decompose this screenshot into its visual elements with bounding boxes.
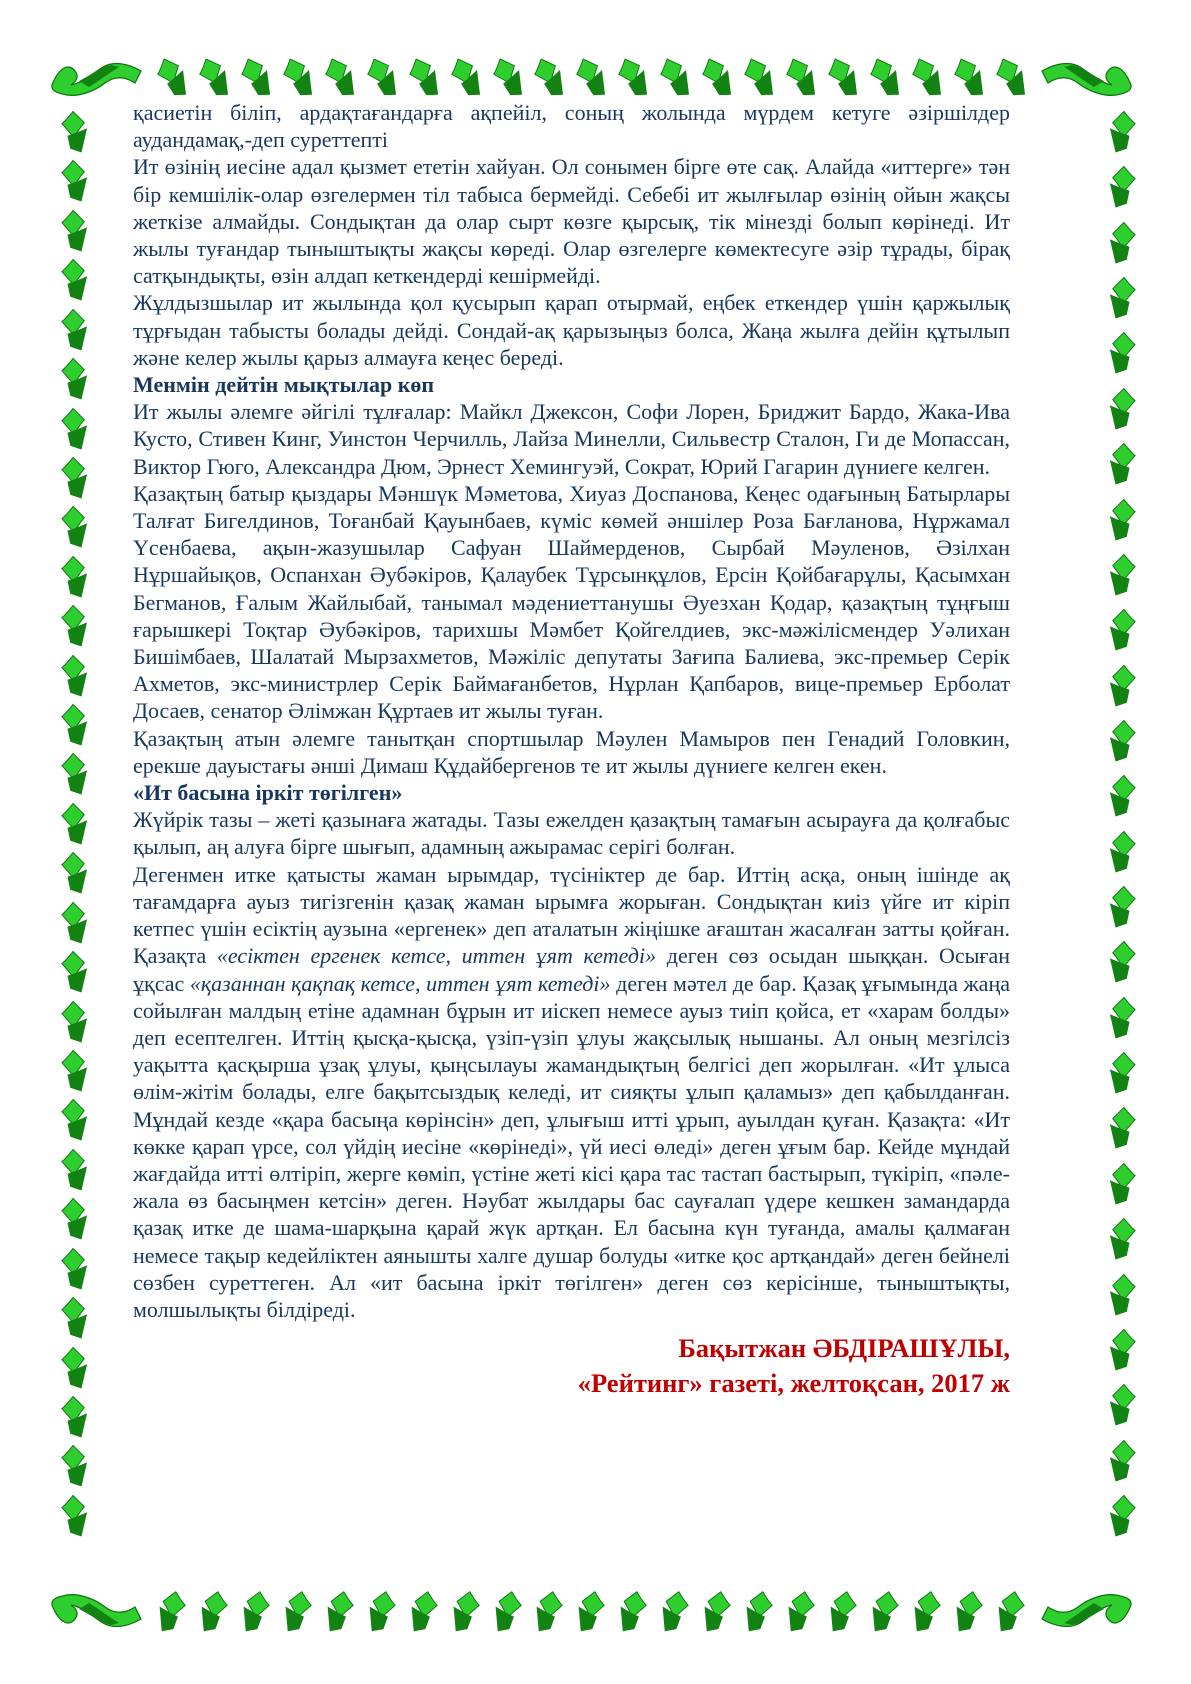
ribbon-check-icon <box>60 456 88 500</box>
border-bottom-strip <box>158 1590 1025 1634</box>
quote-italic: «қазаннан қақпақ кетсе, иттен ұят кетеді» <box>189 970 611 996</box>
ribbon-check-icon <box>60 555 88 599</box>
ribbon-check-icon <box>487 53 528 104</box>
ribbon-check-icon <box>60 308 88 352</box>
ribbon-check-icon <box>1109 276 1137 320</box>
ribbon-check-icon <box>1109 1328 1137 1372</box>
text-segment: Дегенмен итке қатысты жаман ырымдар, түсініктер де бар. Иттің асқа, оның ішінде ақ тағамдарға ауыз тигізгенін қазақ жаман ырымға жорыған. Сондықтан киіз үйге ит кіріп кетпес үшін есіктің аузына «ергенек» деп аталатын жіңішке ағаштан жасалған затты қойған. Қазақта <box>133 861 1010 969</box>
border-right <box>1105 110 1141 1538</box>
ribbon-squiggle-icon <box>48 55 146 101</box>
ribbon-check-icon <box>155 1588 189 1635</box>
ribbon-check-icon <box>60 950 88 994</box>
ribbon-check-icon <box>60 1444 88 1488</box>
ribbon-check-icon <box>239 1588 273 1635</box>
border-top-strip <box>158 56 1025 100</box>
paragraph-kazakh-figures: Қазақтың батыр қыздары Мәншүк Мәметова, Хиуаз Доспанова, Кеңес одағының Батырлары Талғат Бигелдинов, Тоғанбай Қауынбаев, күміс көмей әншілер Роза Бағланова, Нұржамал Үсенбаева, ақын-жазушылар Сафуан Шаймерденов, Сырбай Мәуленов, Әзілхан Нұршайықов, Оспанхан Әубәкіров, Қалаубек Тұрсынқұлов, Ерсін Қойбағарұлы, Қасымхан Бегманов, Ғалым Жайлыбай, танымал мәдениеттанушы Әуезхан Қодар, қазақтың тұңғыш ғарышкері Тоқтар Әубәкіров, тарихшы Мәмбет Қойгелдиев, экс-мәжілісмендер Уәлихан Бишімбаев, Шалатай Мырзахметов, Мәжіліс депутаты Зағипа Балиева, экс-премьер Серік Ахметов, экс-министрлер Серік Баймағанбетов, Нұрлан Қапбаров, вице-премьер Ерболат Досаев, сенатор Әлімжан Құртаев ит жылы туған. <box>133 480 1010 724</box>
ribbon-check-icon <box>60 1395 88 1439</box>
ribbon-check-icon <box>1109 940 1137 984</box>
paragraph-sportsmen: Қазақтың атын әлемге танытқан спортшылар Мәулен Мамыров пен Генадий Головкин, ерекше дауыстағы әнші Димаш Құдайбергенов те ит жылы дүниеге келген екен. <box>133 725 1010 778</box>
ribbon-check-icon <box>948 53 989 104</box>
ribbon-check-icon <box>60 505 88 549</box>
border-bottom <box>48 1582 1135 1642</box>
section-heading-celebrities: Менмін дейтін мықтылар көп <box>133 372 435 398</box>
ribbon-check-icon <box>60 604 88 648</box>
ribbon-check-icon <box>60 752 88 796</box>
ribbon-check-icon <box>1109 498 1137 542</box>
ribbon-check-icon <box>197 1588 231 1635</box>
ribbon-check-icon <box>449 1588 483 1635</box>
ribbon-check-icon <box>445 53 486 104</box>
ribbon-check-icon <box>60 901 88 945</box>
ribbon-check-icon <box>658 1588 692 1635</box>
ribbon-squiggle-icon <box>48 1589 146 1635</box>
ribbon-check-icon <box>60 1000 88 1044</box>
paragraph-astrologers: Жұлдызшылар ит жылында қол қусырып қарап отырмай, еңбек еткендер үшін қаржылық тұрғыдан табысты болады дейді. Сондай-ақ қарызыңыз болса, Жаңа жылға дейін құтылып және келер жылы қарыз алмауға кеңес береді. <box>133 290 1010 370</box>
ribbon-check-icon <box>235 53 276 104</box>
ribbon-check-icon <box>60 407 88 451</box>
ribbon-check-icon <box>365 1588 399 1635</box>
ribbon-check-icon <box>1109 1162 1137 1206</box>
ribbon-check-icon <box>193 53 234 104</box>
ribbon-check-icon <box>1109 830 1137 874</box>
paragraph-tazy: Жүйрік тазы – жеті қазынаға жатады. Тазы ежелден қазақтың тамағын асырауға да қолғабыс қылып, аң алуға бірге шығып, адамның ажырамас серігі болған. <box>133 807 1010 860</box>
byline <box>133 1331 1010 1401</box>
ribbon-check-icon <box>1109 553 1137 597</box>
ribbon-check-icon <box>1109 664 1137 708</box>
ribbon-check-icon <box>1109 1217 1137 1261</box>
ribbon-check-icon <box>822 53 863 104</box>
ribbon-check-icon <box>60 802 88 846</box>
ribbon-check-icon <box>910 1588 944 1635</box>
ribbon-check-icon <box>780 53 821 104</box>
text-segment: деген сөз осыдан шыққан. Осыған ұқсас <box>133 943 1010 996</box>
ribbon-check-icon <box>1109 608 1137 652</box>
ribbon-check-icon <box>319 53 360 104</box>
ribbon-check-icon <box>952 1588 986 1635</box>
ribbon-check-icon <box>60 1148 88 1192</box>
byline-source: «Рейтинг» газеті, желтоқсан, 2017 ж <box>577 1368 1010 1399</box>
ribbon-check-icon <box>784 1588 818 1635</box>
ribbon-check-icon <box>491 1588 525 1635</box>
ribbon-check-icon <box>868 1588 902 1635</box>
ribbon-check-icon <box>1109 387 1137 431</box>
ribbon-check-icon <box>60 703 88 747</box>
ribbon-check-icon <box>60 110 88 154</box>
ribbon-check-icon <box>60 654 88 698</box>
ribbon-check-icon <box>1109 1383 1137 1427</box>
border-left <box>56 110 92 1538</box>
ribbon-check-icon <box>533 1588 567 1635</box>
ribbon-check-icon <box>738 53 779 104</box>
ribbon-check-icon <box>403 53 444 104</box>
ribbon-check-icon <box>571 53 612 104</box>
ribbon-check-icon <box>742 1588 776 1635</box>
ribbon-check-icon <box>60 1197 88 1241</box>
ribbon-check-icon <box>700 1588 734 1635</box>
ribbon-check-icon <box>1109 1494 1137 1538</box>
ribbon-check-icon <box>151 53 192 104</box>
ribbon-check-icon <box>60 851 88 895</box>
ribbon-check-icon <box>1109 331 1137 375</box>
ribbon-check-icon <box>616 1588 650 1635</box>
paragraph-intro: қасиетін біліп, ардақтағандарға ақпейіл, соның жолында мүрдем кетуге әзіршілдер аудандамақ,-деп суреттепті <box>133 100 1010 153</box>
ribbon-check-icon <box>864 53 905 104</box>
ribbon-check-icon <box>407 1588 441 1635</box>
paragraph-dog-character: Ит өзінің иесіне адал қызмет ететін хайуан. Ол сонымен бірге өте сақ. Алайда «иттерге» тән бір кемшілік-олар өзгелермен тіл табыса бермейді. Себебі ит жылғылар өзінің ойын жақсы жеткізе алмайды. Сондықтан да олар сырт көзге қырсық, тік мінезді болып көрінеді. Ит жылы туғандар тыныштықты жақсы көреді. Олар өзгелерге көмектесуге әзір тұрады, бірақ сатқындықты, өзін алдап кеткендерді кешірмейді. <box>133 154 1010 289</box>
text-segment: деген мәтел де бар. Қазақ ұғымында жаңа сойылған малдың етіне адамнан бұрын ит иіскеп немесе ауыз тиіп қойса, ет «харам болды» деп есептелген. Иттің қысқа-қысқа, үзіп-үзіп ұлуы жақсылық нышаны. Ал оның мезгілсіз уақытта қасқырша ұзақ ұлуы, қыңсылауы жамандықтың белгісі деп жорылған. «Ит ұлыса өлім-жітім болады, елге бақытсыздық келеді, ит сияқты ұлып қаламыз» деп қабылданған. Мұндай кезде «қара басыңа көрінсін» деп, ұлығыш итті ұрып, ауылдан қуған. Қазақта: «Ит көкке қарап үрсе, сол үйдің иесіне «көрінеді», үй иесі өледі» деген ұғым бар. Кейде мұндай жағдайда итті өлтіріп, жерге көміп, үстіне жеті кісі қара тас тастап бастырып, түкіріп, «пәле-жала өз басыңмен кетсін» деген. Нәубат жылдары бас сауғалап үдере кешкен замандарда қазақ итке де шама-шарқына қарай жүк артқан. Ел басына күн туғанда, амалы қалмаған немесе тақыр кедейліктен аянышты халге душар болуды «итке қос артқандай» деген бейнелі сөзбен суреттеген. Ал «ит басына іркіт төгілген» деген сөз керісінше, тыныштықты, молшылықты білдіреді. <box>133 970 1010 1322</box>
ribbon-check-icon <box>60 1346 88 1390</box>
byline-author: Бақытжан ӘБДІРАШҰЛЫ, <box>678 1333 1010 1364</box>
ribbon-check-icon <box>60 1296 88 1340</box>
ribbon-check-icon <box>990 53 1031 104</box>
ribbon-check-icon <box>1109 110 1137 154</box>
ribbon-squiggle-icon <box>1037 55 1135 101</box>
ribbon-check-icon <box>277 53 318 104</box>
ribbon-check-icon <box>281 1588 315 1635</box>
ribbon-check-icon <box>1109 996 1137 1040</box>
ribbon-check-icon <box>1109 774 1137 818</box>
ribbon-check-icon <box>1109 221 1137 265</box>
ribbon-check-icon <box>826 1588 860 1635</box>
ribbon-check-icon <box>60 1049 88 1093</box>
ribbon-check-icon <box>1109 1439 1137 1483</box>
ribbon-check-icon <box>60 1494 88 1538</box>
ribbon-check-icon <box>655 53 696 104</box>
ribbon-check-icon <box>994 1588 1028 1635</box>
ribbon-check-icon <box>60 1247 88 1291</box>
ribbon-check-icon <box>323 1588 357 1635</box>
ribbon-check-icon <box>60 1098 88 1142</box>
ribbon-check-icon <box>529 53 570 104</box>
quote-italic: «есіктен ергенек кетсе, иттен ұят кетеді» <box>216 943 657 969</box>
section-heading-proverb: «Ит басына іркіт төгілген» <box>133 780 403 806</box>
ribbon-check-icon <box>613 53 654 104</box>
ribbon-check-icon <box>1109 1273 1137 1317</box>
ribbon-check-icon <box>60 258 88 302</box>
ribbon-check-icon <box>1109 442 1137 486</box>
ribbon-check-icon <box>361 53 402 104</box>
article-body <box>133 99 1010 1401</box>
ribbon-check-icon <box>60 209 88 253</box>
ribbon-check-icon <box>1109 885 1137 929</box>
ribbon-check-icon <box>60 159 88 203</box>
ribbon-check-icon <box>1109 1051 1137 1095</box>
paragraph-superstitions <box>133 861 1010 1323</box>
ribbon-check-icon <box>60 357 88 401</box>
ribbon-check-icon <box>1109 1106 1137 1150</box>
ribbon-check-icon <box>906 53 947 104</box>
ribbon-check-icon <box>697 53 738 104</box>
ribbon-check-icon <box>1109 165 1137 209</box>
ribbon-check-icon <box>574 1588 608 1635</box>
ribbon-squiggle-icon <box>1037 1589 1135 1635</box>
paragraph-world-celebrities: Ит жылы әлемге әйгілі тұлғалар: Майкл Джексон, Софи Лорен, Бриджит Бардо, Жака-Ива Кусто, Стивен Кинг, Уинстон Черчилль, Лайза Минелли, Сильвестр Сталон, Ги де Мопассан, Виктор Гюго, Александра Дюм, Эрнест Хемингуэй, Сократ, Юрий Гагарин дүниеге келген. <box>133 399 1010 479</box>
ribbon-check-icon <box>1109 719 1137 763</box>
